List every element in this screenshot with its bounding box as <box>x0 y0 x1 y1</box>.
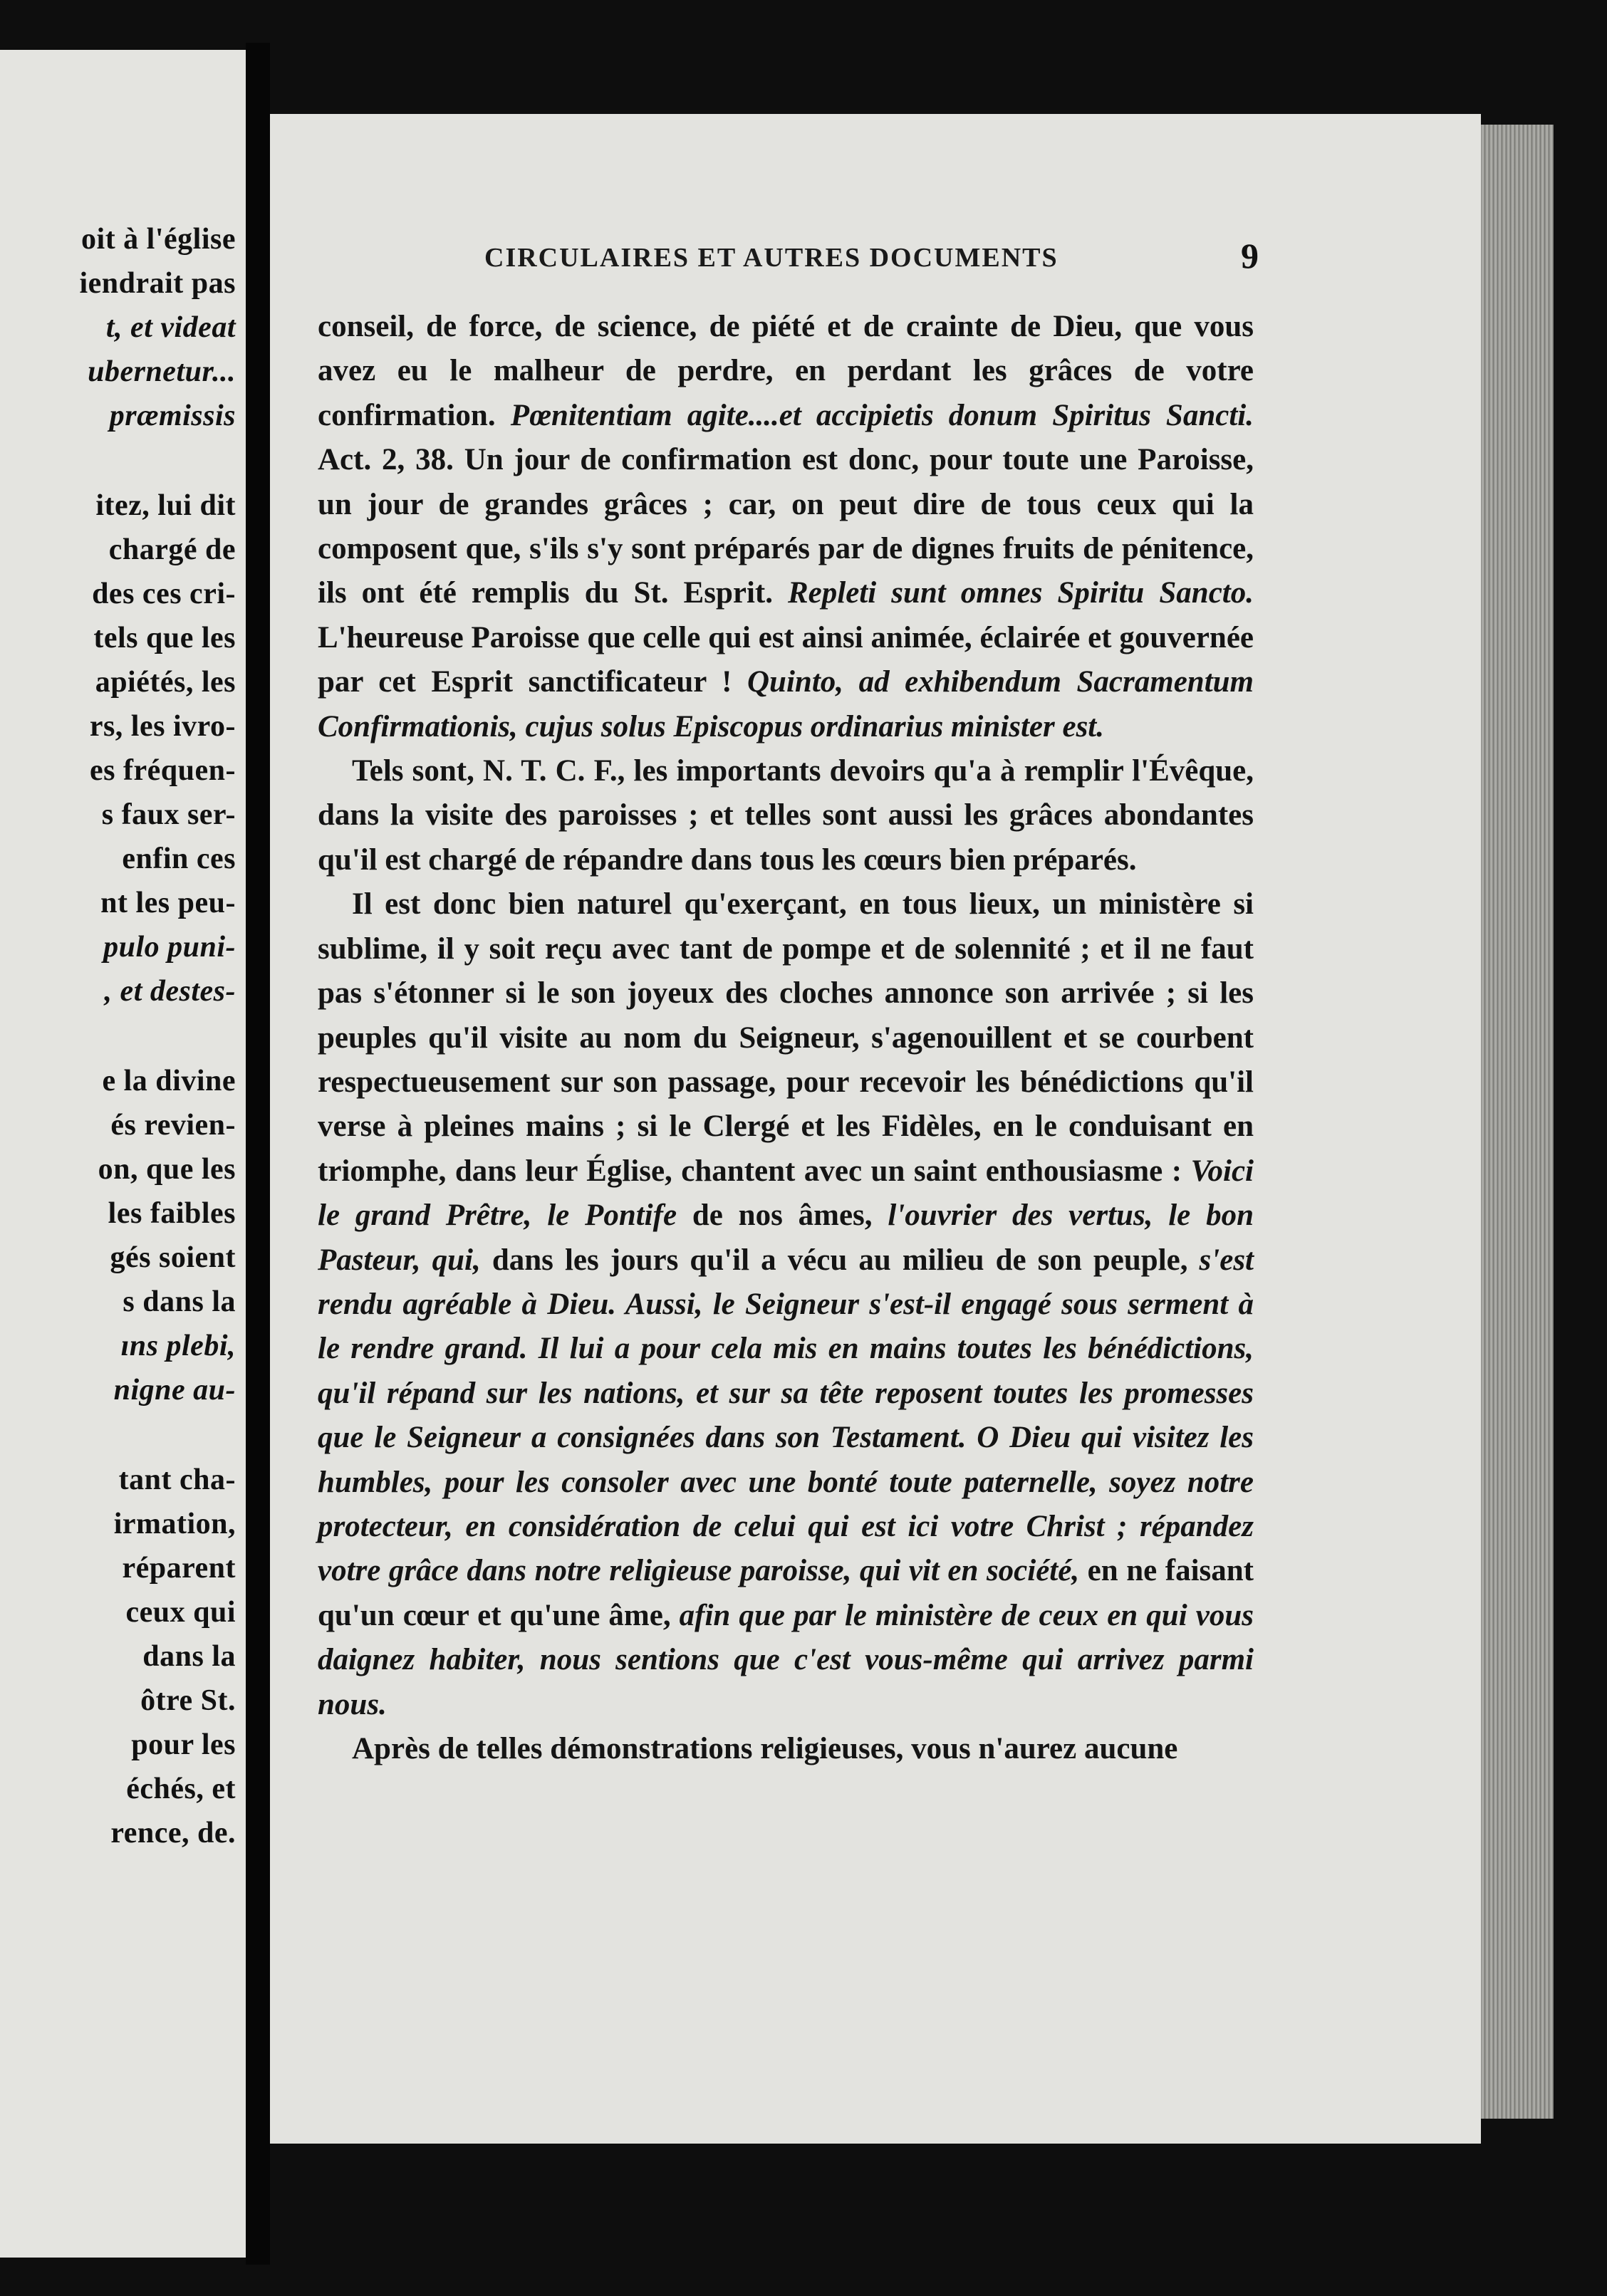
left-page-line: gés soient <box>110 1241 236 1274</box>
left-page-line: és revien- <box>110 1109 236 1142</box>
latin-quote: Pœnitentiam agite....et accipietis donum Spiritus Sancti. <box>510 398 1254 432</box>
left-page-line: rence, de. <box>110 1817 236 1849</box>
italic-run: afin que par le ministère de ceux en qui vous daignez habiter, nous sentions que c'est vous-même qui arrivez parmi nous. <box>318 1598 1254 1721</box>
left-page-line: t, et videat <box>105 311 236 344</box>
latin-quote: Quinto, ad exhibendum Sacramentum Confirmationis, cujus solus Episcopus ordinarius minister est. <box>318 665 1254 743</box>
page-edge-stack <box>1481 125 1554 2119</box>
book-gutter <box>246 43 270 2265</box>
left-page-line: ôtre St. <box>140 1684 236 1717</box>
left-page-line: enfin ces <box>122 842 236 875</box>
left-page-line: échés, et <box>126 1773 236 1805</box>
left-page-line: pulo puni- <box>103 931 236 964</box>
italic-run: s'est rendu agréable à Dieu. Aussi, le Seigneur s'est-il engagé sous serment à le rendre grand. Il lui a pour cela mis en mains toutes les bénédictions, qu'il répand sur les nations, et sur sa tête reposent toutes les promesses que le Seigneur a consignées dans son Testament. O Dieu qui visitez les humbles, pour les consoler avec une bonté toute paternelle, soyez notre protecteur, en considération de celui qui est ici votre Christ ; répandez votre grâce dans notre religieuse paroisse, qui vit en société, <box>318 1243 1254 1588</box>
left-page-line: s dans la <box>123 1285 236 1318</box>
left-page-line: ceux qui <box>125 1596 236 1629</box>
italic-run: l'ouvrier des vertus, le bon Pasteur, qui, <box>318 1199 1254 1277</box>
left-page-line: oit à l'église <box>81 223 236 256</box>
italic-run: Voici le grand Prêtre, le Pontife <box>318 1154 1254 1233</box>
left-page-fragment <box>0 50 246 2258</box>
text-run: L'heureuse Paroisse que celle qui est ainsi animée, éclairée et gouvernée par cet Esprit sanctificateur ! <box>318 620 1254 699</box>
left-page-line: iendrait pas <box>79 267 236 300</box>
text-run: conseil, de force, de science, de piété et de crainte de Dieu, que vous avez eu le malheur de perdre, en perdant les grâces de votre confirmation. <box>318 310 1254 432</box>
left-page-line: e la divine <box>102 1065 236 1097</box>
paragraph-3 <box>318 882 1254 1727</box>
left-page-line: , et destes- <box>104 975 236 1008</box>
text-run: Act. 2, 38. Un jour de confirmation est donc, pour toute une Paroisse, un jour de grandes grâces ; car, on peut dire de tous ceux qui la composent que, s'ils s'y sont préparés par de dignes fruits de pénitence, ils ont été remplis du St. Esprit. <box>318 443 1254 610</box>
left-page-line: les faibles <box>108 1197 236 1230</box>
left-page-line: on, que les <box>98 1153 236 1186</box>
left-page-line: ıns plebi, <box>120 1330 236 1362</box>
left-page-line: irmation, <box>113 1508 236 1540</box>
left-page-line: es fréquen- <box>90 754 236 787</box>
text-run: en ne faisant qu'un cœur et qu'une âme, <box>318 1554 1254 1632</box>
page-number: 9 <box>1241 236 1259 276</box>
left-page-line: præmissis <box>109 400 236 432</box>
left-page-line: pour les <box>131 1728 236 1761</box>
left-page-line: réparent <box>122 1552 236 1585</box>
left-page-line: itez, lui dit <box>95 489 236 522</box>
left-page-line: dans la <box>142 1640 236 1673</box>
text-run: dans les jours qu'il a vécu au milieu de son peuple, <box>480 1243 1200 1277</box>
left-page-line: ubernetur... <box>88 355 236 388</box>
paragraph-1 <box>318 305 1254 749</box>
left-page-line: rs, les ivro- <box>89 710 236 743</box>
left-page-line: tels que les <box>93 622 236 654</box>
left-page-line: s faux ser- <box>101 798 236 831</box>
running-head: CIRCULAIRES ET AUTRES DOCUMENTS <box>484 243 1059 273</box>
latin-quote: Repleti sunt omnes Spiritu Sancto. <box>788 576 1254 610</box>
left-page-line: des ces cri- <box>92 578 236 610</box>
text-run: de nos âmes, <box>677 1199 888 1233</box>
body-text <box>318 305 1254 1771</box>
left-page-line: nigne au- <box>113 1374 236 1407</box>
text-run: Il est donc bien naturel qu'exerçant, en tous lieux, un ministère si sublime, il y soit reçu avec tant de pompe et de solennité ; et il ne faut pas s'étonner si le son joyeux des cloches annonce son arrivée ; si les peuples qu'il visite au nom du Seigneur, s'agenouillent et se courbent respectueusement sur son passage, pour recevoir les bénédictions qu'il verse à pleines mains ; si le Clergé et les Fidèles, en le conduisant en triomphe, dans leur Église, chantent avec un saint enthousiasme : <box>318 887 1254 1188</box>
paragraph-4: Après de telles démonstrations religieuses, vous n'aurez aucune <box>352 1732 1178 1765</box>
left-page-line: nt les peu- <box>100 887 236 919</box>
left-page-line: tant cha- <box>118 1463 236 1496</box>
paragraph-2: Tels sont, N. T. C. F., les importants devoirs qu'a à remplir l'Évêque, dans la visite des paroisses ; et telles sont aussi les grâces abondantes qu'il est chargé de répandre dans tous les cœurs bien préparés. <box>318 754 1254 877</box>
left-page-line: apiétés, les <box>95 666 236 699</box>
left-page-line: chargé de <box>108 533 236 566</box>
